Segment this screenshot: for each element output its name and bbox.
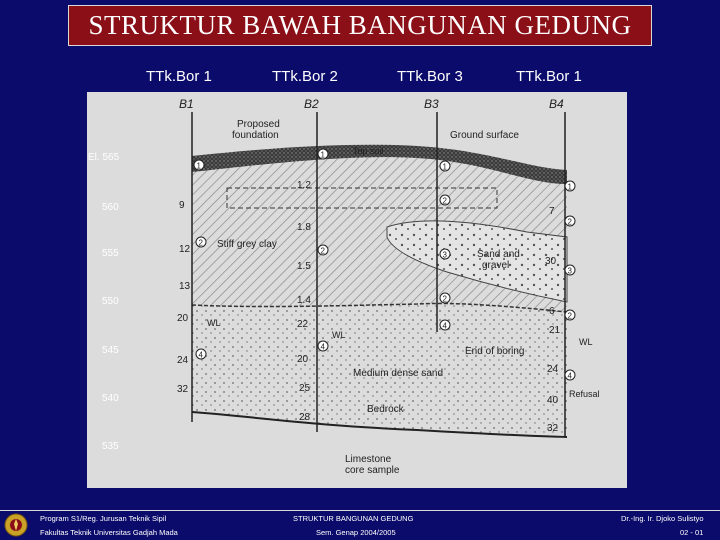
water-level-b1-label: WL: [207, 318, 221, 328]
elevation-label-550: 550: [102, 296, 119, 307]
slide-title-box: [68, 5, 652, 46]
sand-gravel-label-1: Sand and: [477, 249, 520, 260]
end-of-boring-label: End of boring: [465, 346, 525, 357]
proposed-foundation-label-1: Proposed: [237, 119, 280, 130]
refusal-label: Refusal: [569, 389, 600, 399]
layer-number: 3: [567, 266, 572, 276]
b4-value-4: 21: [549, 325, 561, 336]
layer-number: 2: [442, 294, 447, 304]
footer-semester: Sem. Genap 2004/2005: [316, 528, 396, 537]
layer-number: 2: [567, 311, 572, 321]
b2-value-4: 1.4: [297, 295, 311, 306]
b4-value-7: 32: [547, 423, 559, 434]
layer-number: 4: [198, 350, 203, 360]
elevation-label-540: 540: [102, 393, 119, 404]
footer-course: STRUKTUR BANGUNAN GEDUNG: [293, 514, 414, 523]
soil-profile-figure: [87, 92, 627, 488]
stiff-clay-label: Stiff grey clay: [217, 239, 277, 250]
b1-value-1: 9: [179, 200, 185, 211]
footer-author: Dr.-Ing. Ir. Djoko Sulistyo: [621, 514, 704, 523]
bedrock-label: Bedrock: [367, 404, 404, 415]
layer-number: 1: [442, 162, 447, 172]
elevation-label-560: 560: [102, 202, 119, 213]
footer-faculty: Fakultas Teknik Universitas Gadjah Mada: [40, 528, 178, 537]
layer-number: 4: [320, 342, 325, 352]
ground-surface-label: Ground surface: [450, 130, 519, 141]
b4-value-1: 7: [549, 206, 555, 217]
layer-number: 2: [442, 196, 447, 206]
b1-value-3: 13: [179, 281, 191, 292]
b4-value-6: 40: [547, 395, 559, 406]
b2-value-8: 28: [299, 412, 311, 423]
b2-value-6: 20: [297, 354, 309, 365]
footer-program: Program S1/Reg. Jurusan Teknik Sipil: [40, 514, 167, 523]
b2-value-1: 1.2: [297, 180, 311, 191]
b4-value-3: 6: [549, 306, 555, 317]
b2-value-7: 25: [299, 383, 311, 394]
layer-number: 1: [320, 150, 325, 160]
water-level-b2-label: WL: [332, 330, 346, 340]
slide-title: STRUKTUR BAWAH BANGUNAN GEDUNG: [88, 10, 632, 40]
borehole-label-b3: B3: [424, 97, 439, 111]
layer-number: 2: [320, 246, 325, 256]
layer-number: 4: [442, 321, 447, 331]
b4-value-5: 24: [547, 364, 559, 375]
elevation-label-555: 555: [102, 248, 119, 259]
layer-number: 2: [198, 238, 203, 248]
layer-number: 2: [567, 217, 572, 227]
sand-gravel-label-2: gravel: [482, 260, 510, 271]
b2-value-3: 1.5: [297, 261, 311, 272]
water-level-b4-label: WL: [579, 337, 593, 347]
b2-value-2: 1.8: [297, 222, 311, 233]
borehole-label-b1: B1: [179, 97, 194, 111]
footer-divider: [0, 510, 720, 511]
bore-label-4: TTk.Bor 1: [516, 68, 582, 85]
bore-label-1: TTk.Bor 1: [146, 68, 212, 85]
elevation-label-565: El. 565: [88, 152, 120, 163]
bore-label-3: TTk.Bor 3: [397, 68, 463, 85]
footer-page-number: 02 - 01: [680, 528, 704, 537]
limestone-label-2: core sample: [345, 465, 400, 476]
elevation-label-535: 535: [102, 441, 119, 452]
limestone-label-1: Limestone: [345, 454, 392, 465]
borehole-label-b2: B2: [304, 97, 319, 111]
b4-value-2: 30: [545, 256, 557, 267]
bore-label-2: TTk.Bor 2: [272, 68, 338, 85]
layer-number: 4: [567, 371, 572, 381]
b1-value-4: 20: [177, 313, 189, 324]
elevation-label-545: 545: [102, 345, 119, 356]
layer-number: 3: [442, 250, 447, 260]
b1-value-6: 32: [177, 384, 189, 395]
b1-value-5: 24: [177, 355, 189, 366]
borehole-label-b4: B4: [549, 97, 564, 111]
top-soil-label: Top soil: [353, 146, 384, 156]
soil-profile-diagram: [87, 92, 627, 488]
b1-value-2: 12: [179, 244, 191, 255]
university-logo-icon: [4, 513, 28, 537]
layer-number: 1: [196, 161, 201, 171]
layer-number: 1: [567, 182, 572, 192]
b2-value-5: 22: [297, 319, 309, 330]
medium-sand-label: Medium dense sand: [353, 368, 444, 379]
proposed-foundation-label-2: foundation: [232, 130, 279, 141]
